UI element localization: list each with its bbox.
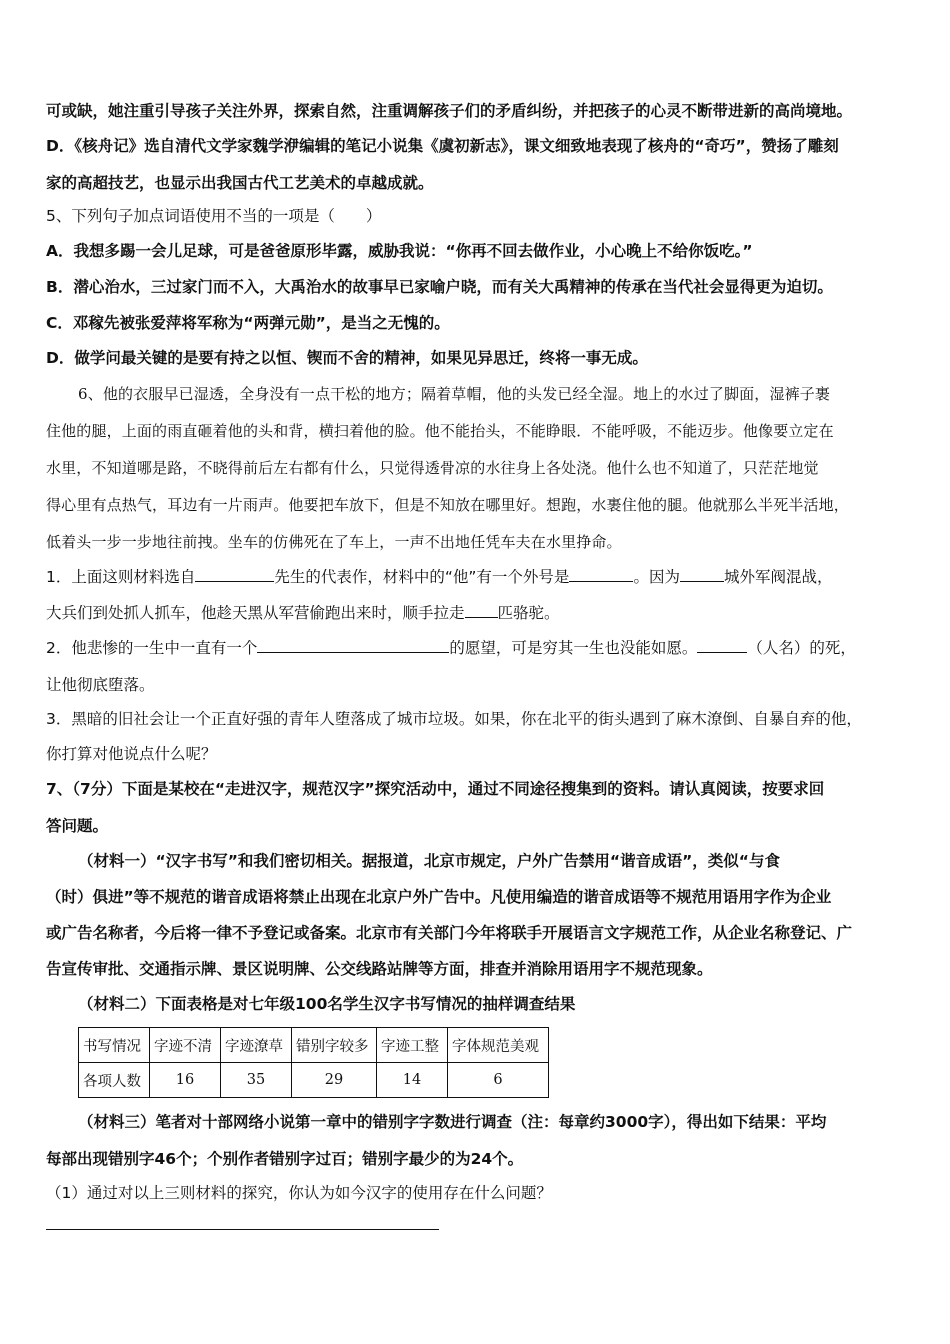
table-header-cell: 字体规范美观: [448, 1028, 549, 1063]
q6-sub2-text: 2．他悲惨的一生中一直有一个: [46, 639, 258, 657]
table-cell: 29: [292, 1063, 377, 1098]
text-line: 可或缺，她注重引导孩子关注外界，探索自然，注重调解孩子们的矛盾纠纷，并把孩子的心灵不断带进新的高尚境地。: [46, 102, 853, 120]
q6-sub2-text: （人名）的死，: [747, 639, 856, 657]
answer-blank[interactable]: [680, 567, 724, 582]
answer-blank[interactable]: [195, 567, 274, 582]
option-d-line-1: D．《核舟记》选自清代文学家魏学洢编辑的笔记小说集《虞初新志》，课文细致地表现了核舟的“奇巧”，赞扬了雕刻: [46, 137, 839, 155]
q6-sub2-line-2: 让他彻底堕落。: [46, 676, 155, 694]
answer-blank[interactable]: [569, 567, 633, 582]
answer-blank[interactable]: [257, 638, 449, 653]
q7-stem-line-1: 7、（7分）下面是某校在“走进汉字，规范汉字”探究活动中，通过不同途径搜集到的资料。请认真阅读，按要求回: [46, 780, 825, 798]
answer-blank[interactable]: [697, 638, 747, 653]
q6-sub1-text: 大兵们到处抓人抓车，他趁天黑从军营偷跑出来时，顺手拉走: [46, 604, 465, 622]
table-header-cell: 字迹工整: [377, 1028, 448, 1063]
q6-sub3-line-1: 3．黑暗的旧社会让一个正直好强的青年人堕落成了城市垃圾。如果，你在北平的街头遇到了麻木潦倒、自暴自弃的他，: [46, 710, 862, 728]
survey-table: [78, 1027, 549, 1098]
q6-sub1-text: 城外军阀混战，: [723, 568, 833, 586]
table-row: [79, 1063, 549, 1098]
table-cell: 14: [377, 1063, 448, 1098]
q6-passage-line: 低着头一步一步地往前拽。坐车的仿佛死在了车上，一声不出地任凭车夫在水里挣命。: [46, 533, 622, 551]
q6-sub3-line-2: 你打算对他说点什么呢？: [46, 745, 217, 763]
q6-sub2-line-1: [46, 638, 856, 658]
table-cell: 35: [221, 1063, 292, 1098]
answer-blank[interactable]: [465, 603, 498, 618]
q6-sub1-text: 1．上面这则材料选自: [46, 568, 196, 586]
q6-sub2-text: 的愿望，可是穷其一生也没能如愿。: [449, 639, 698, 657]
material-1-line: 告宣传审批、交通指示牌、景区说明牌、公交线路站牌等方面，排查并消除用语用字不规范现象。: [46, 960, 713, 978]
table-header-row: [79, 1028, 549, 1063]
material-1-line: 或广告名称者，今后将一律不予登记或备案。北京市有关部门今年将联手开展语言文字规范工作，从企业名称登记、广: [46, 924, 853, 942]
q6-sub1-line-1: [46, 567, 832, 587]
q5-option-a: A．我想多踢一会儿足球，可是爸爸原形毕露，威胁我说：“你再不回去做作业，小心晚上不给你饭吃。”: [46, 242, 753, 260]
q5-option-b: B．潜心治水，三过家门而不入，大禹治水的故事早已家喻户晓，而有关大禹精神的传承在当代社会显得更为迫切。: [46, 278, 833, 296]
material-1-line: （时）俱进”等不规范的谐音成语将禁止出现在北京户外广告中。凡使用编造的谐音成语等不规范用语用字作为企业: [46, 888, 832, 906]
q6-passage-line: 6、他的衣服早已湿透，全身没有一点干松的地方；隔着草帽，他的头发已经全湿。地上的水过了脚面，湿裤子裹: [78, 385, 831, 403]
material-3-line: 每部出现错别字46个；个别作者错别字过百；错别字最少的为24个。: [46, 1150, 524, 1168]
material-3-line: （材料三）笔者对十部网络小说第一章中的错别字字数进行调查（注：每章约3000字），得出如下结果：平均: [78, 1113, 827, 1131]
material-1-line: （材料一）“汉字书写”和我们密切相关。据报道，北京市规定，户外广告禁用“谐音成语”，类似“与食: [78, 852, 780, 870]
table-header-cell: 错别字较多: [292, 1028, 377, 1063]
q6-sub1-text: 。因为: [633, 568, 680, 586]
table-cell: 6: [448, 1063, 549, 1098]
table-header-cell: 字迹潦草: [221, 1028, 292, 1063]
table-row-label: 各项人数: [79, 1063, 150, 1098]
q6-passage-line: 得心里有点热气，耳边有一片雨声。他要把车放下，但是不知放在哪里好。想跑，水裹住他的腿。他就那么半死半活地，: [46, 496, 849, 514]
q5-option-c: C．邓稼先被张爱萍将军称为“两弹元勋”，是当之无愧的。: [46, 314, 450, 332]
q6-passage-line: 住他的腿，上面的雨直砸着他的头和背，横扫着他的脸。他不能抬头，不能睁眼．不能呼吸，不能迈步。他像要立定在: [46, 422, 834, 440]
q7-stem-line-2: 答问题。: [46, 817, 109, 835]
table-header-cell: 书写情况: [79, 1028, 150, 1063]
table-header-cell: 字迹不清: [150, 1028, 221, 1063]
q6-sub1-line-2: [46, 603, 560, 623]
q7-sub1-question: （1）通过对以上三则材料的探究，你认为如今汉字的使用存在什么问题？: [46, 1184, 552, 1202]
q6-sub1-text: 匹骆驼。: [497, 604, 560, 622]
q6-passage-line: 水里，不知道哪是路，不晓得前后左右都有什么，只觉得透骨凉的水往身上各处浇。他什么也不知道了，只茫茫地觉: [46, 459, 819, 477]
table-cell: 16: [150, 1063, 221, 1098]
q6-sub1-text: 先生的代表作，材料中的“他”有一个外号是: [274, 568, 570, 586]
material-2-caption: （材料二）下面表格是对七年级100名学生汉字书写情况的抽样调查结果: [78, 995, 576, 1013]
q5-stem: 5、下列句子加点词语使用不当的一项是（ ）: [46, 207, 382, 225]
answer-line[interactable]: [46, 1229, 439, 1230]
q5-option-d: D．做学问最关键的是要有持之以恒、锲而不舍的精神，如果见异思迁，终将一事无成。: [46, 349, 648, 367]
option-d-line-2: 家的高超技艺，也显示出我国古代工艺美术的卓越成就。: [46, 174, 434, 192]
